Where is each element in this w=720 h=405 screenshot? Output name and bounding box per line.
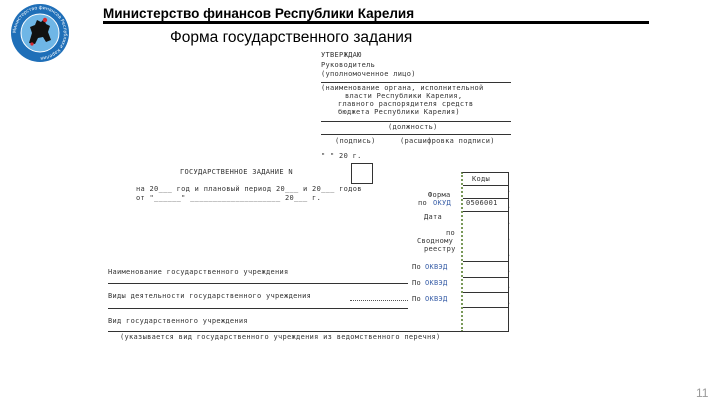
okved-label-3: ОКВЭД (425, 295, 448, 303)
registry-label-2: Сводному (417, 237, 454, 245)
registry-label-3: реестру (424, 245, 456, 253)
okved-label-1: ОКВЭД (425, 263, 448, 271)
okud-label: ОКУД (433, 199, 452, 207)
institution-name-line (108, 283, 408, 284)
page-number: 11 (696, 386, 709, 400)
okved-prefix-2: По (412, 279, 422, 287)
margin-mark: ` (507, 270, 512, 278)
institution-type-hint: (указывается вид государственного учреждения из ведомственного перечня) (120, 333, 441, 341)
org-label-4: бюджета Республики Карелия) (338, 108, 460, 116)
org-label-3: главного распорядителя средств (338, 100, 474, 108)
task-number-box (351, 163, 373, 184)
slide-title: Форма государственного задания (170, 29, 413, 46)
ministry-emblem-icon (10, 3, 70, 63)
position-label: (должность) (388, 123, 438, 131)
date-label: Дата (424, 213, 443, 221)
okved-label-2: ОКВЭД (425, 279, 448, 287)
org-line (321, 82, 511, 83)
signature-label: (подпись) (335, 137, 376, 145)
ministry-title: Министерство финансов Республики Карелия (103, 6, 415, 21)
okud-prefix: по (418, 199, 428, 207)
margin-mark: ` (507, 254, 512, 262)
org-label-1: (наименование органа, исполнительной (321, 84, 484, 92)
margin-mark: ` (507, 222, 512, 230)
activity-types-label: Виды деятельности государственного учреждения (108, 292, 312, 300)
approval-date: " " 20 г. (321, 152, 362, 160)
signature-line (321, 134, 511, 135)
okved-prefix-1: По (412, 263, 422, 271)
approved-label: УТВЕРЖДАЮ (321, 51, 362, 59)
institution-type-label: Вид государственного учреждения (108, 317, 248, 325)
signature-decoding-label: (расшифровка подписи) (400, 137, 495, 145)
registry-label-1: по (446, 229, 456, 237)
org-label-2: власти Республики Карелия, (345, 92, 463, 100)
margin-mark: ` (507, 302, 512, 310)
task-from: от "______" ____________________ 20___ г. (136, 194, 322, 202)
institution-type-line (108, 331, 508, 332)
margin-mark: ` (507, 286, 512, 294)
header-divider (103, 21, 649, 24)
margin-mark: ` (507, 190, 512, 198)
codes-header: Коды (472, 175, 491, 183)
activity-types-dots (350, 300, 408, 301)
form-label: Форма (428, 191, 451, 199)
okud-value: 0506001 (466, 199, 498, 207)
head-label: Руководитель (321, 61, 376, 69)
emblem-ring-text: Министерство финансов Республики Карелия (12, 5, 68, 61)
position-line (321, 121, 511, 122)
okved-prefix-3: По (412, 295, 422, 303)
codes-table (461, 172, 509, 332)
institution-name-label: Наименование государственного учреждения (108, 268, 289, 276)
task-title: ГОСУДАРСТВЕННОЕ ЗАДАНИЕ N (180, 168, 293, 176)
task-period: на 20___ год и плановый период 20___ и 20___ годов (136, 185, 362, 193)
margin-mark: ` (507, 238, 512, 246)
margin-mark: ` (507, 206, 512, 214)
activity-types-line (108, 308, 408, 309)
authorized-label: (уполномоченное лицо) (321, 70, 416, 78)
